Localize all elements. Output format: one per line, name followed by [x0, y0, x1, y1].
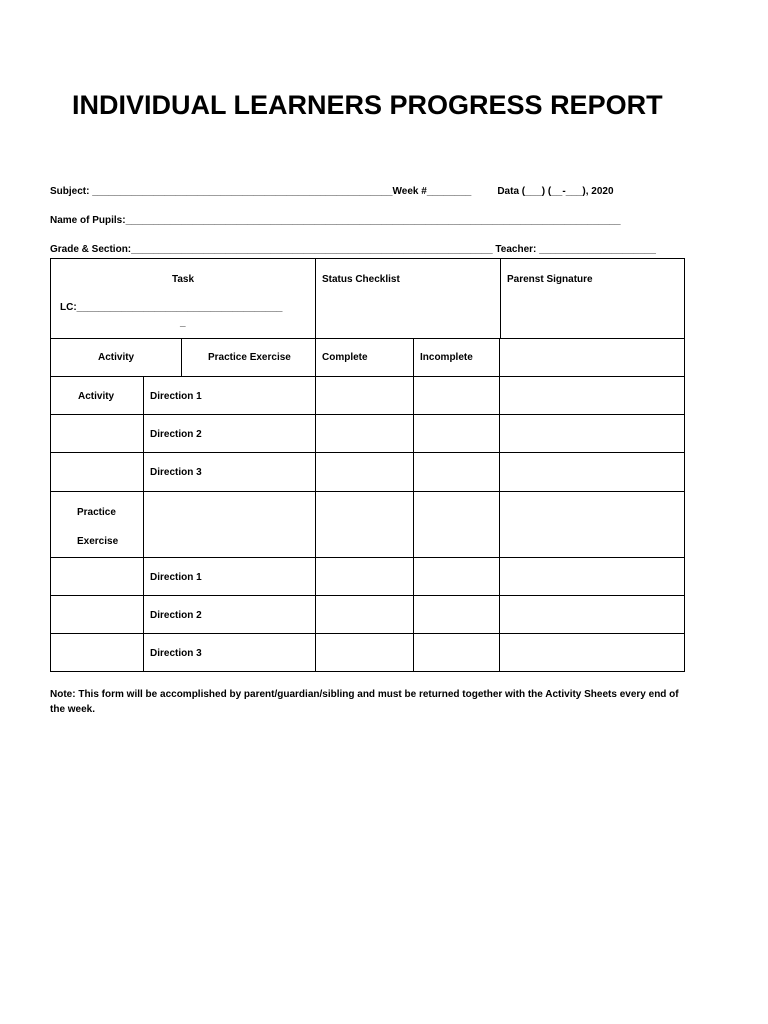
signature-entry-cell — [499, 633, 685, 672]
lc-label-cont: _ — [180, 317, 186, 328]
incomplete-cell — [413, 414, 500, 453]
signature-cell — [500, 258, 685, 339]
col-practice-label: Practice Exercise — [208, 352, 291, 363]
date-field: Data (___) (__-___), 2020 — [497, 186, 614, 197]
table-row — [50, 376, 144, 415]
table-row — [50, 557, 144, 596]
progress-table — [50, 258, 685, 672]
complete-cell — [315, 557, 414, 596]
activity-row-label: Activity — [78, 391, 115, 402]
col-activity-label: Activity — [98, 352, 135, 363]
direction-cell — [143, 595, 316, 634]
complete-cell — [315, 595, 414, 634]
direction-2-label: Direction 2 — [150, 429, 202, 440]
signature-entry-cell — [499, 376, 685, 415]
signature-entry-cell — [499, 414, 685, 453]
table-row — [50, 452, 144, 492]
subject-line — [50, 186, 614, 197]
direction-cell — [143, 376, 316, 415]
complete-cell — [315, 452, 414, 492]
table-row — [50, 491, 144, 558]
incomplete-cell — [413, 452, 500, 492]
direction-1-label: Direction 1 — [150, 572, 202, 583]
practice-row-label-1: Practice — [77, 507, 116, 518]
grade-teacher-field: Grade & Section:_________________________________________________________________ Teacher: _____________________ — [50, 244, 656, 255]
table-row — [50, 633, 144, 672]
practice-row-label-2: Exercise — [77, 536, 119, 547]
col-complete-cell — [315, 338, 414, 377]
direction-1-label: Direction 1 — [150, 391, 202, 402]
incomplete-cell — [413, 491, 500, 558]
direction-cell — [143, 414, 316, 453]
direction-3-label: Direction 3 — [150, 467, 202, 478]
incomplete-cell — [413, 376, 500, 415]
col-incomplete-label: Incomplete — [420, 352, 473, 363]
col-signature-cell — [499, 338, 685, 377]
incomplete-cell — [413, 633, 500, 672]
signature-entry-cell — [499, 452, 685, 492]
table-row — [50, 414, 144, 453]
table-row — [50, 595, 144, 634]
direction-2-label: Direction 2 — [150, 610, 202, 621]
task-label: Task — [172, 274, 195, 285]
pupils-field: Name of Pupils:_________________________________________________________________________________________ — [50, 215, 621, 226]
complete-cell — [315, 414, 414, 453]
signature-entry-cell — [499, 557, 685, 596]
status-checklist-label: Status Checklist — [322, 274, 400, 285]
direction-cell — [143, 452, 316, 492]
col-activity-cell — [50, 338, 182, 377]
status-checklist-cell — [315, 258, 501, 339]
complete-cell — [315, 491, 414, 558]
direction-3-label: Direction 3 — [150, 648, 202, 659]
complete-cell — [315, 633, 414, 672]
subject-field: Subject: ______________________________________________________Week #________ — [50, 186, 472, 197]
note-text: Note: This form will be accomplished by parent/guardian/sibling and must be returned together with the Activity Sheets every end of the week. — [50, 689, 679, 715]
col-incomplete-cell — [413, 338, 500, 377]
col-complete-label: Complete — [322, 352, 368, 363]
direction-cell — [143, 633, 316, 672]
task-cell — [50, 258, 316, 339]
complete-cell — [315, 376, 414, 415]
direction-cell — [143, 491, 316, 558]
direction-cell — [143, 557, 316, 596]
incomplete-cell — [413, 557, 500, 596]
incomplete-cell — [413, 595, 500, 634]
page-title: INDIVIDUAL LEARNERS PROGRESS REPORT — [72, 90, 663, 120]
lc-label: LC:_____________________________________ — [60, 302, 283, 313]
signature-label: Parenst Signature — [507, 274, 593, 285]
col-practice-cell — [181, 338, 316, 377]
signature-entry-cell — [499, 491, 685, 558]
signature-entry-cell — [499, 595, 685, 634]
